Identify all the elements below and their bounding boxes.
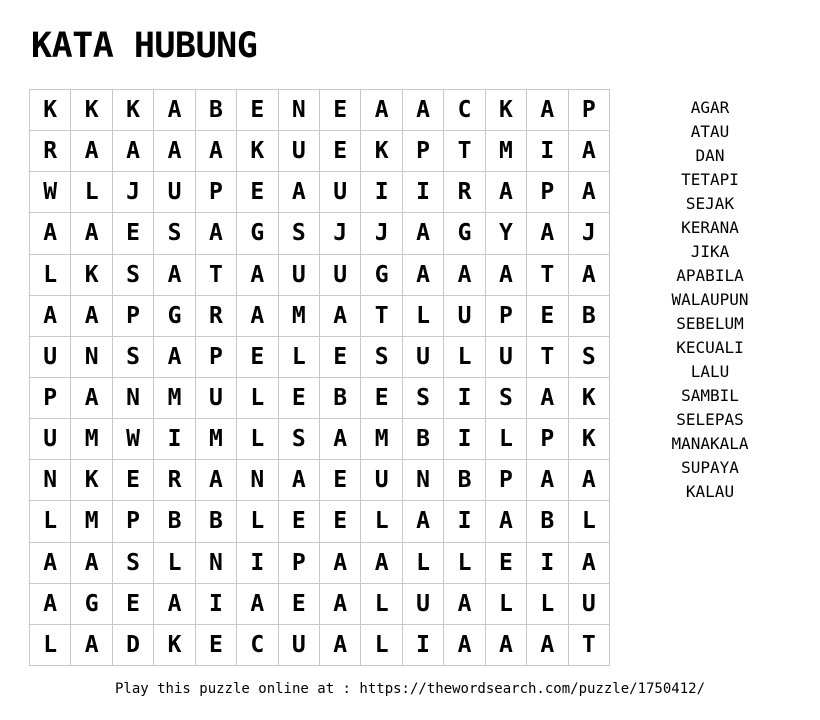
grid-cell[interactable]: K <box>154 625 195 666</box>
grid-cell[interactable]: E <box>237 337 278 378</box>
grid-cell[interactable]: A <box>403 213 444 254</box>
word-list-item: KERANA <box>681 218 739 237</box>
grid-cell[interactable]: A <box>71 296 112 337</box>
grid-cell[interactable]: N <box>113 378 154 419</box>
grid-cell[interactable]: A <box>444 584 485 625</box>
grid-cell[interactable]: A <box>486 172 527 213</box>
grid-cell[interactable]: M <box>279 296 320 337</box>
grid-cell[interactable]: I <box>196 584 237 625</box>
grid-cell[interactable]: A <box>154 337 195 378</box>
grid-cell[interactable]: A <box>154 131 195 172</box>
grid-cell[interactable]: N <box>71 337 112 378</box>
grid-cell[interactable]: I <box>444 419 485 460</box>
grid-cell[interactable]: C <box>444 90 485 131</box>
grid-cell[interactable]: A <box>30 584 71 625</box>
grid-cell[interactable]: I <box>527 543 568 584</box>
grid-cell[interactable]: A <box>30 543 71 584</box>
grid-cell[interactable]: E <box>196 625 237 666</box>
grid-cell[interactable]: K <box>71 255 112 296</box>
grid-cell[interactable]: E <box>279 501 320 542</box>
grid-cell[interactable]: A <box>71 131 112 172</box>
grid-cell[interactable]: A <box>71 543 112 584</box>
grid-cell[interactable]: B <box>569 296 610 337</box>
word-list-item: ATAU <box>690 122 730 141</box>
grid-cell[interactable]: A <box>403 501 444 542</box>
grid-cell[interactable]: J <box>320 213 361 254</box>
grid-cell[interactable]: E <box>486 543 527 584</box>
grid-cell[interactable]: T <box>444 131 485 172</box>
grid-cell[interactable]: A <box>527 625 568 666</box>
grid-cell[interactable]: L <box>403 296 444 337</box>
grid-cell[interactable]: R <box>30 131 71 172</box>
word-list-item: MANAKALA <box>671 434 749 453</box>
grid-cell[interactable]: A <box>569 172 610 213</box>
grid-cell[interactable]: W <box>30 172 71 213</box>
grid-cell[interactable]: S <box>113 337 154 378</box>
grid-cell[interactable]: N <box>196 543 237 584</box>
puzzle-title: KATA HUBUNG <box>31 26 258 66</box>
grid-cell[interactable]: I <box>403 172 444 213</box>
grid-cell[interactable]: L <box>237 378 278 419</box>
grid-cell[interactable]: I <box>154 419 195 460</box>
grid-cell[interactable]: U <box>403 584 444 625</box>
grid-cell[interactable]: P <box>569 90 610 131</box>
grid-cell[interactable]: L <box>154 543 195 584</box>
grid-cell[interactable]: B <box>403 419 444 460</box>
grid-cell[interactable]: P <box>486 296 527 337</box>
grid-cell[interactable]: A <box>527 90 568 131</box>
grid-cell[interactable]: J <box>361 213 402 254</box>
grid-cell[interactable]: L <box>71 172 112 213</box>
grid-cell[interactable]: T <box>361 296 402 337</box>
word-list-item: SELEPAS <box>676 410 744 429</box>
word-list-item: SEBELUM <box>676 314 744 333</box>
grid-cell[interactable]: A <box>403 255 444 296</box>
grid-cell[interactable]: U <box>196 378 237 419</box>
grid-cell[interactable]: M <box>71 501 112 542</box>
grid-cell[interactable]: R <box>154 460 195 501</box>
grid-cell[interactable]: U <box>486 337 527 378</box>
grid-cell[interactable]: B <box>527 501 568 542</box>
grid-cell[interactable]: L <box>444 337 485 378</box>
grid-cell[interactable]: N <box>30 460 71 501</box>
grid-cell[interactable]: P <box>30 378 71 419</box>
grid-cell[interactable]: G <box>71 584 112 625</box>
grid-cell[interactable]: C <box>237 625 278 666</box>
grid-cell[interactable]: R <box>444 172 485 213</box>
grid-cell[interactable]: L <box>361 625 402 666</box>
grid-cell[interactable]: U <box>361 460 402 501</box>
grid-cell[interactable]: T <box>569 625 610 666</box>
grid-cell[interactable]: U <box>279 625 320 666</box>
grid-cell[interactable]: A <box>486 255 527 296</box>
grid-cell[interactable]: A <box>71 378 112 419</box>
grid-cell[interactable]: L <box>527 584 568 625</box>
grid-cell[interactable]: L <box>569 501 610 542</box>
word-list-item: SAMBIL <box>681 386 739 405</box>
grid-cell[interactable]: P <box>113 501 154 542</box>
grid-cell[interactable]: E <box>113 584 154 625</box>
grid-cell[interactable]: L <box>444 543 485 584</box>
grid-cell[interactable]: E <box>113 460 154 501</box>
grid-cell[interactable]: P <box>527 419 568 460</box>
grid-cell[interactable]: S <box>486 378 527 419</box>
grid-cell[interactable]: L <box>361 501 402 542</box>
grid-cell[interactable]: L <box>30 625 71 666</box>
grid-cell[interactable]: A <box>320 296 361 337</box>
word-list-item: APABILA <box>676 266 744 285</box>
grid-cell[interactable]: B <box>154 501 195 542</box>
word-list-item: SUPAYA <box>681 458 739 477</box>
grid-cell[interactable]: A <box>403 90 444 131</box>
grid-cell[interactable]: A <box>71 213 112 254</box>
word-list-item: KALAU <box>685 482 735 501</box>
grid-cell[interactable]: U <box>444 296 485 337</box>
grid-cell[interactable]: K <box>113 90 154 131</box>
grid-cell[interactable]: N <box>403 460 444 501</box>
grid-cell[interactable]: K <box>71 90 112 131</box>
grid-cell[interactable]: U <box>320 255 361 296</box>
grid-cell[interactable]: E <box>320 337 361 378</box>
grid-cell[interactable]: B <box>196 90 237 131</box>
grid-cell[interactable]: A <box>527 460 568 501</box>
grid-cell[interactable]: K <box>569 378 610 419</box>
grid-cell[interactable]: T <box>196 255 237 296</box>
grid-cell[interactable]: I <box>444 501 485 542</box>
grid-cell[interactable]: A <box>320 543 361 584</box>
grid-cell[interactable]: P <box>527 172 568 213</box>
grid-cell[interactable]: R <box>196 296 237 337</box>
grid-cell[interactable]: E <box>361 378 402 419</box>
grid-cell[interactable]: P <box>196 172 237 213</box>
grid-cell[interactable]: A <box>444 255 485 296</box>
grid-cell[interactable]: A <box>569 543 610 584</box>
grid-cell[interactable]: S <box>403 378 444 419</box>
grid-cell[interactable]: G <box>444 213 485 254</box>
word-list-item: DAN <box>695 146 725 165</box>
grid-cell[interactable]: L <box>30 501 71 542</box>
grid-cell[interactable]: G <box>361 255 402 296</box>
grid-cell[interactable]: L <box>486 419 527 460</box>
grid-cell[interactable]: A <box>569 255 610 296</box>
grid-cell[interactable]: L <box>486 584 527 625</box>
grid-cell[interactable]: A <box>237 584 278 625</box>
grid-cell[interactable]: S <box>569 337 610 378</box>
grid-cell[interactable]: E <box>320 90 361 131</box>
grid-cell[interactable]: U <box>279 255 320 296</box>
grid-cell[interactable]: A <box>154 255 195 296</box>
grid-cell[interactable]: L <box>361 584 402 625</box>
grid-cell[interactable]: A <box>320 625 361 666</box>
grid-cell[interactable]: A <box>154 584 195 625</box>
grid-cell[interactable]: A <box>486 625 527 666</box>
grid-cell[interactable]: J <box>569 213 610 254</box>
word-list-item: KECUALI <box>676 338 744 357</box>
grid-cell[interactable]: A <box>279 172 320 213</box>
grid-cell[interactable]: U <box>403 337 444 378</box>
grid-cell[interactable]: A <box>320 584 361 625</box>
grid-cell[interactable]: E <box>320 131 361 172</box>
grid-cell[interactable]: S <box>113 255 154 296</box>
grid-cell[interactable]: S <box>113 543 154 584</box>
grid-cell[interactable]: E <box>279 378 320 419</box>
grid-cell[interactable]: A <box>237 296 278 337</box>
grid-cell[interactable]: A <box>361 90 402 131</box>
grid-cell[interactable]: Y <box>486 213 527 254</box>
grid-cell[interactable]: E <box>237 90 278 131</box>
grid-cell[interactable]: U <box>279 131 320 172</box>
grid-cell[interactable]: P <box>486 460 527 501</box>
grid-cell[interactable]: K <box>237 131 278 172</box>
grid-cell[interactable]: I <box>361 172 402 213</box>
grid-cell[interactable]: K <box>486 90 527 131</box>
grid-cell[interactable]: L <box>279 337 320 378</box>
grid-cell[interactable]: S <box>361 337 402 378</box>
grid-cell[interactable]: A <box>361 543 402 584</box>
grid-cell[interactable]: A <box>569 460 610 501</box>
grid-cell[interactable]: T <box>527 255 568 296</box>
grid-cell[interactable]: A <box>196 131 237 172</box>
grid-cell[interactable]: U <box>320 172 361 213</box>
grid-cell[interactable]: B <box>320 378 361 419</box>
grid-cell[interactable]: P <box>279 543 320 584</box>
grid-cell[interactable]: I <box>444 378 485 419</box>
grid-cell[interactable]: P <box>403 131 444 172</box>
grid-cell[interactable]: E <box>527 296 568 337</box>
word-list-item: SEJAK <box>685 194 735 213</box>
grid-cell[interactable]: B <box>196 501 237 542</box>
grid-cell[interactable]: L <box>237 501 278 542</box>
letter-grid[interactable] <box>29 89 610 666</box>
grid-cell[interactable]: E <box>320 460 361 501</box>
word-list-item: AGAR <box>690 98 730 117</box>
grid-cell[interactable]: A <box>527 378 568 419</box>
grid-cell[interactable]: E <box>113 213 154 254</box>
grid-cell[interactable]: W <box>113 419 154 460</box>
grid-cell[interactable]: K <box>30 90 71 131</box>
grid-cell[interactable]: G <box>154 296 195 337</box>
grid-cell[interactable]: T <box>527 337 568 378</box>
grid-cell[interactable]: A <box>30 296 71 337</box>
grid-cell[interactable]: D <box>113 625 154 666</box>
grid-cell[interactable]: K <box>71 460 112 501</box>
grid-cell[interactable]: A <box>71 625 112 666</box>
grid-cell[interactable]: K <box>569 419 610 460</box>
grid-cell[interactable]: A <box>444 625 485 666</box>
word-list-item: JIKA <box>690 242 730 261</box>
grid-cell[interactable]: A <box>527 213 568 254</box>
grid-cell[interactable]: P <box>196 337 237 378</box>
grid-cell[interactable]: A <box>237 255 278 296</box>
grid-cell[interactable]: L <box>30 255 71 296</box>
grid-cell[interactable]: G <box>237 213 278 254</box>
grid-cell[interactable]: I <box>527 131 568 172</box>
grid-cell[interactable]: U <box>30 419 71 460</box>
grid-cell[interactable]: A <box>486 501 527 542</box>
grid-cell[interactable]: K <box>361 131 402 172</box>
grid-cell[interactable]: E <box>279 584 320 625</box>
grid-cell[interactable]: A <box>196 213 237 254</box>
grid-cell[interactable]: E <box>237 172 278 213</box>
grid-cell[interactable]: N <box>237 460 278 501</box>
grid-cell[interactable]: M <box>196 419 237 460</box>
word-list-item: WALAUPUN <box>671 290 749 309</box>
grid-cell[interactable]: A <box>30 213 71 254</box>
footer-link-text: Play this puzzle online at : https://thewordsearch.com/puzzle/1750412/ <box>114 681 705 697</box>
grid-cell[interactable]: M <box>361 419 402 460</box>
grid-cell[interactable]: B <box>444 460 485 501</box>
grid-cell[interactable]: P <box>113 296 154 337</box>
grid-cell[interactable]: S <box>154 213 195 254</box>
grid-cell[interactable]: I <box>237 543 278 584</box>
grid-cell[interactable]: A <box>320 419 361 460</box>
grid-cell[interactable]: U <box>154 172 195 213</box>
grid-cell[interactable]: L <box>403 543 444 584</box>
grid-cell[interactable]: A <box>569 131 610 172</box>
grid-cell[interactable]: E <box>320 501 361 542</box>
grid-cell[interactable]: A <box>279 460 320 501</box>
word-list-item: LALU <box>690 362 730 381</box>
grid-cell[interactable]: S <box>279 213 320 254</box>
grid-cell[interactable]: J <box>113 172 154 213</box>
grid-cell[interactable]: S <box>279 419 320 460</box>
grid-cell[interactable]: A <box>154 90 195 131</box>
grid-cell[interactable]: U <box>30 337 71 378</box>
grid-cell[interactable]: A <box>196 460 237 501</box>
word-list <box>650 96 770 504</box>
grid-cell[interactable]: I <box>403 625 444 666</box>
word-list-item: TETAPI <box>681 170 739 189</box>
grid-cell[interactable]: A <box>113 131 154 172</box>
grid-cell[interactable]: M <box>154 378 195 419</box>
grid-cell[interactable]: U <box>569 584 610 625</box>
grid-cell[interactable]: M <box>71 419 112 460</box>
grid-cell[interactable]: N <box>279 90 320 131</box>
grid-cell[interactable]: L <box>237 419 278 460</box>
grid-cell[interactable]: M <box>486 131 527 172</box>
